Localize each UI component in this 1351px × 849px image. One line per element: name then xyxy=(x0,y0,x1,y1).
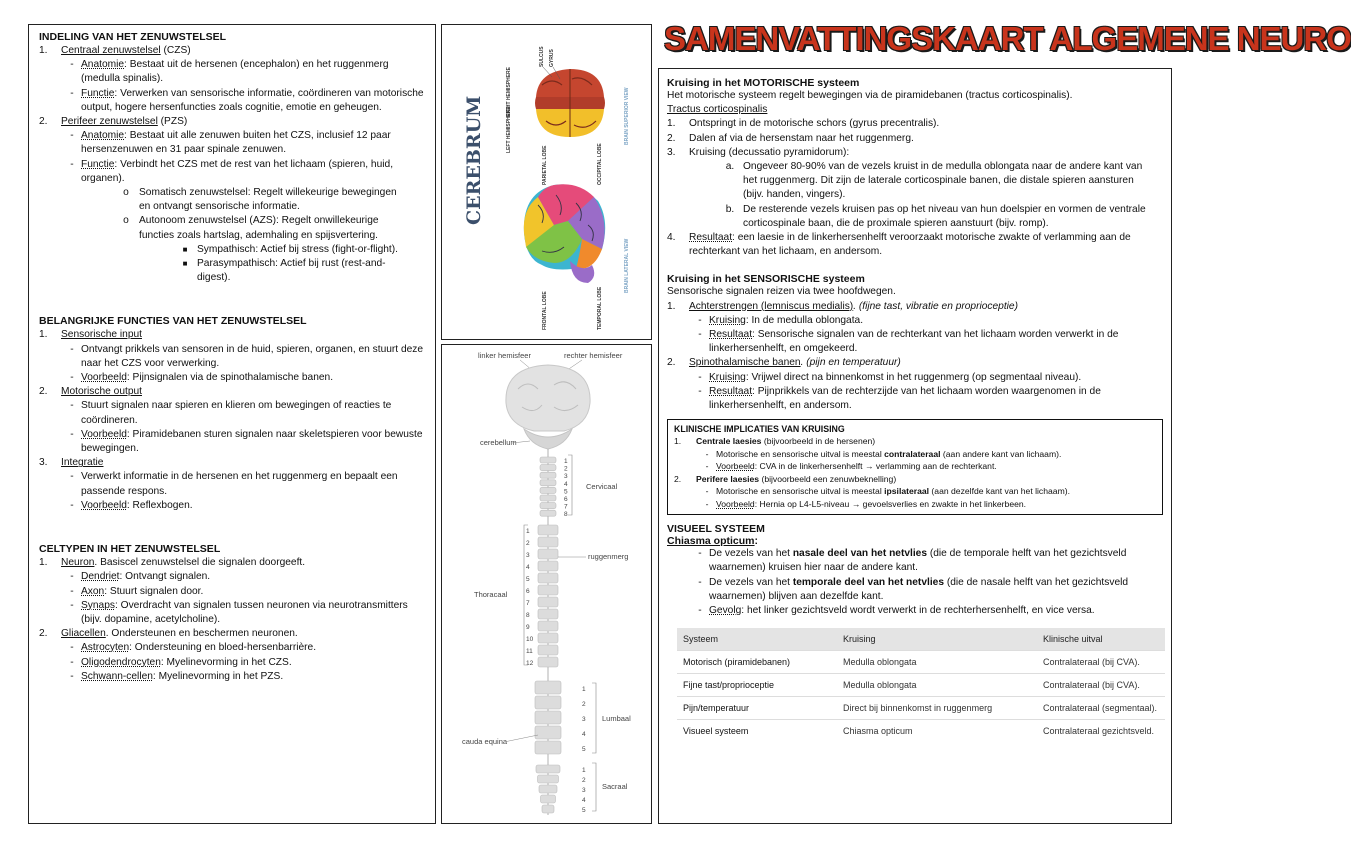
vertebra xyxy=(538,573,558,583)
vertebra xyxy=(538,597,558,607)
segment-number: 5 xyxy=(526,576,530,583)
table-row: Motorisch (piramidebanen) Medulla oblongata Contralateraal (bij CVA). xyxy=(677,651,1165,674)
segment-number: 4 xyxy=(526,564,530,571)
list-item: - De vezels van het nasale deel van het netvlies (die de temporale helft van het gezichtsveld waarnemen) kruisen hier naar de andere kant. xyxy=(698,548,1127,574)
list-item: 2. Spinothalamische banen. (pijn en temperatuur) xyxy=(667,357,901,369)
segment-number: 7 xyxy=(564,503,568,511)
vertebra xyxy=(535,711,561,724)
vertebra xyxy=(538,633,558,643)
list-item: 3. Kruising (decussatio pyramidorum): xyxy=(667,146,850,158)
svg-text:SULCUS: SULCUS xyxy=(539,46,545,67)
svg-text:TEMPORAL LOBE: TEMPORAL LOBE xyxy=(597,286,603,330)
clinical-implications-box: KLINISCHE IMPLICATIES VAN KRUISING 1. Centrale laesies (bijvoorbeeld in de hersenen) - Motorische en sensorische uitval is meestal contralateraal (aan andere kant van lichaam). - Voorbeeld: CVA in de linkerhersenhelft → verlamming aan de rechterkant. 2. Perifere laesies (bijvoorbeeld een zenuwbeknelling) - Motorische en sensorische uitval is meestal ipsilateraal (aan dezelfde kant van het lichaam). - Voorbeeld: Hernia op L4-L5-niveau → gevoelsverlies en zwakte in het linkerbeen. xyxy=(667,419,1163,515)
segment-number: 2 xyxy=(582,701,586,708)
summary-table xyxy=(677,628,1165,742)
spine-illustration-panel xyxy=(441,344,652,824)
section-heading: VISUEEL SYSTEEM xyxy=(667,523,765,536)
list-item: b. De resterende vezels kruisen pas op het niveau van hun doelspier en vormen de ventrale corticospinale baan, die de proximale spieren aanstuurt (bijv. romp). xyxy=(725,203,1146,229)
svg-text:PARIETAL LOBE: PARIETAL LOBE xyxy=(542,145,548,185)
list-item: - Kruising: In de medulla oblongata. xyxy=(698,314,864,326)
section-heading: CELTYPEN IN HET ZENUWSTELSEL xyxy=(39,543,221,556)
list-item: 3. Integratie xyxy=(39,457,104,469)
list-item: - Voorbeeld: Piramidebanen sturen signalen naar skeletspieren voor bewuste bewegingen. xyxy=(70,428,423,455)
list-item: - Kruising: Vrijwel direct na binnenkomst in het ruggenmerg (op segmentaal niveau). xyxy=(698,371,1082,383)
segment-number: 8 xyxy=(564,511,568,519)
list-item: - Astrocyten: Ondersteuning en bloed-hersenbarrière. xyxy=(70,642,317,654)
vertebra xyxy=(538,645,558,655)
list-item: - Resultaat: Pijnprikkels van de rechterzijde van het lichaam worden waargenomen in de linkerhersenhelft, en andersom. xyxy=(698,385,1101,412)
list-item: - De vezels van het temporale deel van het netvlies (die de nasale helft van het gezichtsveld waarnemen) blijven aan dezelfde kant. xyxy=(698,576,1129,602)
segment-number: 3 xyxy=(564,473,568,481)
list-item: - Motorische en sensorische uitval is meestal contralateraal (aan andere kant van lichaam). xyxy=(705,448,1062,459)
brain-superior-view xyxy=(506,46,630,153)
segment-number: 4 xyxy=(582,731,586,738)
segment-number: 3 xyxy=(582,787,586,794)
list-item: 2. Gliacellen. Ondersteunen en beschermen neuronen. xyxy=(39,628,298,640)
segment-number: 5 xyxy=(582,807,586,814)
vertebra xyxy=(538,609,558,619)
cauda-equina-label: cauda equina xyxy=(462,737,508,746)
left-panel xyxy=(28,24,436,824)
table-header-row: Systeem Kruising Klinische uitval xyxy=(677,628,1165,651)
section-heading: INDELING VAN HET ZENUWSTELSEL xyxy=(39,31,227,43)
list-item: 2. Dalen af via de hersenstam naar het ruggenmerg. xyxy=(667,132,914,144)
svg-text:LEFT HEMISPHERE: LEFT HEMISPHERE xyxy=(506,106,512,153)
list-item: 1. Neuron. Basiscel zenuwstelsel die signalen doorgeeft. xyxy=(39,557,306,569)
list-item: - Axon: Stuurt signalen door. xyxy=(70,585,204,597)
ruggenmerg-label: ruggenmerg xyxy=(588,552,629,561)
list-item: ■ Parasympathisch: Actief bij rust (rest-and-digest). xyxy=(182,258,386,284)
svg-text:OCCIPITAL LOBE: OCCIPITAL LOBE xyxy=(597,143,603,185)
list-item: 4. Resultaat: een laesie in de linkerhersenhelft veroorzaakt motorische zwakte of verlamming aan de rechterkant van het lichaam, en andersom. xyxy=(667,232,1131,258)
list-item: - Synaps: Overdracht van signalen tussen neuronen via neurotransmitters (bijv. dopamine, acetylcholine). xyxy=(70,599,408,625)
vertebra xyxy=(535,726,561,739)
cerebellum-label: cerebellum xyxy=(480,438,517,447)
right-hemisphere-label: rechter hemisfeer xyxy=(564,351,623,360)
vertebra xyxy=(538,585,558,595)
segment-number: 4 xyxy=(564,480,568,488)
list-item: 1. Achterstrengen (lemniscus medialis). (fijne tast, vibratie en proprioceptie) xyxy=(667,300,1018,312)
vertebra xyxy=(542,805,554,813)
segment-number: 1 xyxy=(582,767,586,774)
segment-number: 4 xyxy=(582,797,586,804)
list-item: - Ontvangt prikkels van sensoren in de huid, spieren, organen, en stuurt deze naar het CZS voor verwerking. xyxy=(70,343,424,369)
vertebra xyxy=(538,657,558,667)
segment-number: 10 xyxy=(526,636,534,643)
list-item: - Voorbeeld: Reflexbogen. xyxy=(70,499,193,511)
thoracaal-label: Thoracaal xyxy=(474,590,508,599)
segment-number: 1 xyxy=(564,458,568,465)
segment-number: 1 xyxy=(526,528,530,535)
list-item: a. Ongeveer 80-90% van de vezels kruist in de medulla oblongata naar de andere kant van het ruggenmerg. Dit zijn de laterale corticospinale banen, die distale spieren aansturen (bijv. handen, vingers). xyxy=(725,161,1143,201)
list-item: 1. Sensorische input xyxy=(39,329,142,341)
brain-outline xyxy=(506,365,590,431)
vertebra xyxy=(540,503,556,509)
vertebra xyxy=(538,537,558,547)
list-item: ■ Sympathisch: Actief bij stress (fight-or-flight). xyxy=(182,243,398,255)
vertebra xyxy=(535,696,561,709)
vertebra xyxy=(540,495,556,501)
list-item: 2. Perifere laesies (bijvoorbeeld een zenuwbeknelling) xyxy=(674,473,897,484)
vertebra xyxy=(538,549,558,559)
vertebra xyxy=(538,621,558,631)
list-item: - Verwerkt informatie in de hersenen en het ruggenmerg en bepaalt een passende respons. xyxy=(70,471,398,497)
svg-text:FRONTAL LOBE: FRONTAL LOBE xyxy=(542,291,548,330)
list-item: o Somatisch zenuwstelsel: Regelt willekeurige bewegingen en ontvangt sensorische informatie. xyxy=(123,187,397,213)
vertebra xyxy=(541,795,556,803)
segment-number: 3 xyxy=(582,716,586,723)
segment-number: 1 xyxy=(582,686,586,693)
list-item: 2. Perifeer zenuwstelsel (PZS) xyxy=(39,116,188,128)
vertebra xyxy=(535,741,561,754)
list-item: 2. Motorische output xyxy=(39,386,142,398)
section-heading: BELANGRIJKE FUNCTIES VAN HET ZENUWSTELSEL xyxy=(39,315,307,328)
segment-number: 3 xyxy=(526,552,530,559)
vertebra xyxy=(536,765,560,773)
list-item: - Schwann-cellen: Myelinevorming in het PZS. xyxy=(70,670,284,682)
sacraal-label: Sacraal xyxy=(602,782,628,791)
list-item: - Voorbeeld: Pijnsignalen via de spinothalamische banen. xyxy=(70,372,334,384)
segment-number: 2 xyxy=(582,777,586,784)
svg-text:RIGHT HEMISPHERE: RIGHT HEMISPHERE xyxy=(506,66,512,117)
cerebrum-label: CEREBRUM xyxy=(463,95,485,225)
vertebra xyxy=(540,457,556,463)
vertebra xyxy=(540,465,556,471)
list-item: 1. Ontspringt in de motorische schors (gyrus precentralis). xyxy=(667,118,940,130)
vertebra xyxy=(535,681,561,694)
brain-illustration-panel xyxy=(441,24,652,340)
list-item: - Stuurt signalen naar spieren en klieren om bewegingen of reacties te coördineren. xyxy=(70,400,392,426)
cervicaal-label: Cervicaal xyxy=(586,482,618,491)
segment-number: 7 xyxy=(526,600,530,607)
list-item: - Gevolg: het linker gezichtsveld wordt verwerkt in de rechterhersenhelft, en vice versa. xyxy=(698,605,1095,617)
right-panel: Kruising in het MOTORISCHE systeem Het motorische systeem regelt bewegingen via de piramidebanen (tractus corticospinalis). Tractus corticospinalis 1. Ontspringt in de motorische schors (gyrus precentralis). 2. Dalen af via de hersenstam naar het ruggenmerg. 3. Kruising (decussatio pyramidorum): a. Ongeveer 80-90% van de vezels kruist in de medulla oblongata naar de andere kant van het ruggenmerg. Dit zijn de laterale corticospinale banen, die distale spieren aansturen (bijv. handen, vingers). b. De resterende vezels kruisen pas op het niveau van hun doelspier en vormen de ventrale corticospinale baan, die de proximale spieren aanstuurt (bijv. romp). 4. Resultaat: een laesie in de linkerhersenhelft veroorzaakt motorische zwakte of verlamming aan de rechterkant van het lichaam, en andersom. Kruising in het SENSORISCHE systeem Sensorische signalen reizen via twee hoofdwegen. 1. Achterstrengen (lemniscus medialis). (fijne tast, vibratie en proprioceptie) - Kruising: In de medulla oblongata. - Resultaat: Sensorische signalen van de rechterkant van het lichaam worden verwerkt in de linkerhersenhelft, en omgekeerd. 2. Spinothalamische banen. (pijn en temperatuur) - Kruising: Vrijwel direct na binnenkomst in het ruggenmerg (op segmentaal niveau). - Resultaat: Pijnprikkels van de rechterzijde van het lichaam worden waargenomen in de linkerhersenhelft, en andersom. KLINISCHE IMPLICATIES VAN KRUISING 1. Centrale laesies (bijvoorbeeld in de hersenen) - Motorische en sensorische uitval is meestal contralateraal (aan andere kant van lichaam). - Voorbeeld: CVA in de linkerhersenhelft → verlamming aan de rechterkant. 2. Perifere laesies (bijvoorbeeld een zenuwbeknelling) - Motorische en sensorische uitval is meestal ipsilateraal (aan dezelfde kant van het lichaam). - Voorbeeld: Hernia op L4-L5-niveau → gevoelsverlies en zwakte in het linkerbeen. VISUEEL SYSTEEM Chiasma opticum: - De vezels van het nasale deel van het netvlies (die de temporale helft van het gezichtsveld waarnemen) kruisen hier naar de andere kant. - De vezels van het temporale deel van het netvlies (die de nasale helft van het gezichtsveld waarnemen) blijven aan dezelfde kant. - Gevolg: het linker gezichtsveld wordt verwerkt in de rechterhersenhelft, en vice versa. Systeem Kruising Klinische uitval Motorisch (piramidebanen) Medulla oblongata Contralateraal (bij CVA). Fijne tast/proprioceptie Medulla oblongata Contralateraal (bij CVA). Pijn/temperatuur Direct bij binnenkomst in ruggenmerg Contralateraal (segmentaal). Visueel systeem Chiasma opticum Contralateraal gezichtsveld. xyxy=(658,68,1172,824)
vertebra xyxy=(538,525,558,535)
brain-lateral-view xyxy=(524,143,630,330)
segment-number: 2 xyxy=(526,540,530,547)
vertebra xyxy=(538,775,559,783)
segment-number: 6 xyxy=(526,588,530,595)
vertebra xyxy=(540,510,556,516)
table-row: Fijne tast/proprioceptie Medulla oblongata Contralateraal (bij CVA). xyxy=(677,674,1165,697)
vertebral-column xyxy=(535,449,561,815)
svg-text:BRAIN LATERAL VIEW: BRAIN LATERAL VIEW xyxy=(624,238,630,293)
list-item: 1. Centraal zenuwstelsel (CZS) xyxy=(39,45,191,56)
vertebra xyxy=(540,487,556,493)
svg-text:BRAIN SUPERIOR VIEW: BRAIN SUPERIOR VIEW xyxy=(624,87,630,145)
table-row: Visueel systeem Chiasma opticum Contralateraal gezichtsveld. xyxy=(677,720,1165,743)
vertebra xyxy=(540,472,556,478)
vertebra xyxy=(540,480,556,486)
list-item: o Autonoom zenuwstelsel (AZS): Regelt onwillekeurige functies zoals hartslag, ademhaling en spijsvertering. xyxy=(123,215,379,241)
list-item: - Anatomie: Bestaat uit alle zenuwen buiten het CZS, inclusief 12 paar hersenzenuwen en 31 paar spinale zenuwen. xyxy=(70,130,391,156)
table-row: Pijn/temperatuur Direct bij binnenkomst in ruggenmerg Contralateraal (segmentaal). xyxy=(677,697,1165,720)
segment-number: 9 xyxy=(526,624,530,631)
spine-illustration xyxy=(442,345,651,823)
list-item: - Oligodendrocyten: Myelinevorming in het CZS. xyxy=(70,656,292,668)
brain-illustration xyxy=(442,25,651,339)
list-item: - Functie: Verbindt het CZS met de rest van het lichaam (spieren, huid, organen). xyxy=(70,158,394,184)
segment-number: 6 xyxy=(564,496,568,503)
vertebra xyxy=(538,561,558,571)
segment-number: 12 xyxy=(526,660,534,667)
list-item: - Functie: Verwerken van sensorische informatie, coördineren van motorische output, hogere hersenfuncties zoals cognitie, emotie en geheugen. xyxy=(70,87,424,113)
segment-number: 5 xyxy=(564,488,568,496)
left-hemisphere-label: linker hemisfeer xyxy=(478,351,531,360)
section-heading: Kruising in het SENSORISCHE systeem xyxy=(667,273,865,286)
segment-number: 8 xyxy=(526,612,530,619)
page-title: SAMENVATTINGSKAART ALGEMENE NEURO xyxy=(664,20,1351,57)
segment-number: 11 xyxy=(526,648,533,655)
list-item: - Resultaat: Sensorische signalen van de rechterkant van het lichaam worden verwerkt in de linkerhersenhelft, en omgekeerd. xyxy=(698,329,1119,355)
list-item: - Voorbeeld: CVA in de linkerhersenhelft → verlamming aan de rechterkant. xyxy=(705,461,997,472)
list-item: - Voorbeeld: Hernia op L4-L5-niveau → gevoelsverlies en zwakte in het linkerbeen. xyxy=(705,498,1027,509)
segment-number: 5 xyxy=(582,746,586,753)
vertebra xyxy=(539,785,557,793)
list-item: 1. Centrale laesies (bijvoorbeeld in de hersenen) xyxy=(674,436,876,447)
segment-number: 2 xyxy=(564,465,568,473)
lumbaal-label: Lumbaal xyxy=(602,714,631,723)
section-heading: Kruising in het MOTORISCHE systeem xyxy=(667,77,860,89)
list-item: - Dendriet: Ontvangt signalen. xyxy=(70,571,211,583)
list-item: - Motorische en sensorische uitval is meestal ipsilateraal (aan dezelfde kant van het lichaam). xyxy=(705,486,1070,497)
list-item: - Anatomie: Bestaat uit de hersenen (encephalon) en het ruggenmerg (medulla spinalis). xyxy=(70,59,389,85)
svg-text:GYRUS: GYRUS xyxy=(549,49,555,67)
